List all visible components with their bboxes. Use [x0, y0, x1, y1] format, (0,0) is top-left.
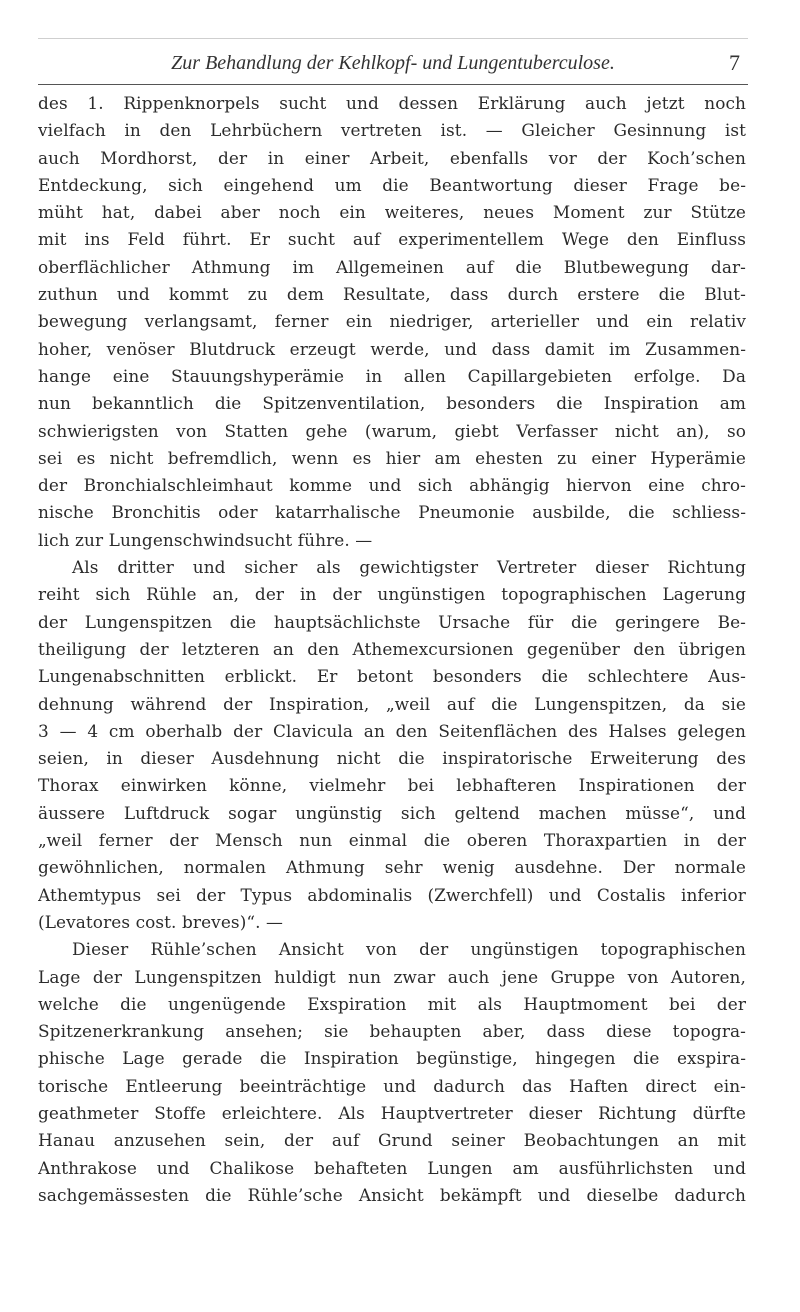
text-line: nische Bronchitis oder katarrhalische Pneumonie ausbilde, die schliess- [38, 502, 746, 523]
text-line: bewegung verlangsamt, ferner ein niedriger, arterieller und ein relativ [38, 311, 746, 332]
text-line: torische Entleerung beeinträchtige und dadurch das Haften direct ein- [38, 1075, 746, 1096]
text-line: der Bronchialschleimhaut komme und sich abhängig hiervon eine chro- [38, 475, 746, 496]
text-line: Als dritter und sicher als gewichtigster Vertreter dieser Richtung [72, 557, 746, 578]
page-number: 7 [729, 50, 740, 75]
text-line: hoher, venöser Blutdruck erzeugt werde, und dass damit im Zusammen- [38, 338, 746, 359]
text-line: zuthun und kommt zu dem Resultate, dass durch erstere die Blut- [38, 284, 746, 305]
text-line: müht hat, dabei aber noch ein weiteres, neues Moment zur Stütze [38, 202, 746, 223]
text-line: der Lungenspitzen die hauptsächlichste Ursache für die geringere Be- [38, 611, 746, 632]
text-line: vielfach in den Lehrbüchern vertreten ist. — Gleicher Gesinnung ist [38, 120, 746, 141]
text-line: geathmeter Stoffe erleichtere. Als Hauptvertreter dieser Richtung dürfte [38, 1102, 746, 1123]
text-line: Thorax einwirken könne, vielmehr bei lebhafteren Inspirationen der [38, 775, 746, 796]
text-line: sachgemässesten die Rühle’sche Ansicht bekämpft und dieselbe dadurch [38, 1184, 746, 1205]
text-line: Entdeckung, sich eingehend um die Beantwortung dieser Frage be- [38, 174, 746, 195]
text-line: mit ins Feld führt. Er sucht auf experimentellem Wege den Einfluss [38, 229, 746, 250]
text-line: nun bekanntlich die Spitzenventilation, besonders die Inspiration am [38, 393, 746, 414]
text-line: des 1. Rippenknorpels sucht und dessen Erklärung auch jetzt noch [38, 93, 746, 113]
text-line: oberflächlicher Athmung im Allgemeinen auf die Blutbewegung dar- [38, 256, 746, 277]
text-line: theiligung der letzteren an den Athemexcursionen gegenüber den übrigen [38, 638, 746, 659]
text-line: seien, in dieser Ausdehnung nicht die inspiratorische Erweiterung des [38, 748, 746, 769]
text-line: 3 — 4 cm oberhalb der Clavicula an den Seitenflächen des Halses gelegen [38, 720, 746, 741]
text-line: hange eine Stauungshyperämie in allen Capillargebieten erfolge. Da [38, 365, 746, 386]
text-line: auch Mordhorst, der in einer Arbeit, ebenfalls vor der Koch’schen [38, 147, 746, 168]
text-line: schwierigsten von Statten gehe (warum, giebt Verfasser nicht an), so [38, 420, 746, 441]
text-line: Dieser Rühle’schen Ansicht von der ungünstigen topographischen [72, 939, 746, 960]
text-line: lich zur Lungenschwindsucht führe. — [38, 529, 373, 550]
text-line: welche die ungenügende Exspiration mit als Hauptmoment bei der [38, 993, 746, 1014]
text-line: gewöhnlichen, normalen Athmung sehr wenig ausdehne. Der normale [38, 857, 746, 878]
text-line: Lungenabschnitten erblickt. Er betont besonders die schlechtere Aus- [38, 666, 746, 687]
text-line: (Levatores cost. breves)“. — [38, 911, 284, 932]
text-line: phische Lage gerade die Inspiration begünstige, hingegen die exspira- [38, 1048, 746, 1069]
text-line: Lage der Lungenspitzen huldigt nun zwar auch jene Gruppe von Autoren, [38, 966, 746, 987]
text-line: äussere Luftdruck sogar ungünstig sich geltend machen müsse“, und [38, 802, 746, 823]
text-line: Spitzenerkrankung ansehen; sie behaupten aber, dass diese topogra- [38, 1021, 746, 1042]
body-text [38, 90, 746, 1209]
text-line: Athemtypus sei der Typus abdominalis (Zwerchfell) und Costalis inferior [38, 884, 746, 905]
text-line: dehnung während der Inspiration, „weil auf die Lungenspitzen, da sie [38, 693, 746, 714]
header-rule [38, 84, 748, 85]
top-rule [38, 38, 748, 39]
text-line: reiht sich Rühle an, der in der ungünstigen topographischen Lagerung [38, 584, 746, 605]
text-line: Anthrakose und Chalikose behafteten Lungen am ausführlichsten und [38, 1157, 746, 1178]
text-line: „weil ferner der Mensch nun einmal die oberen Thoraxpartien in der [38, 830, 746, 851]
running-title: Zur Behandlung der Kehlkopf- und Lungentuberculose. [171, 52, 615, 74]
text-line: Hanau anzusehen sein, der auf Grund seiner Beobachtungen an mit [38, 1130, 746, 1151]
running-head [38, 48, 748, 84]
text-line: sei es nicht befremdlich, wenn es hier am ehesten zu einer Hyperämie [38, 447, 746, 468]
